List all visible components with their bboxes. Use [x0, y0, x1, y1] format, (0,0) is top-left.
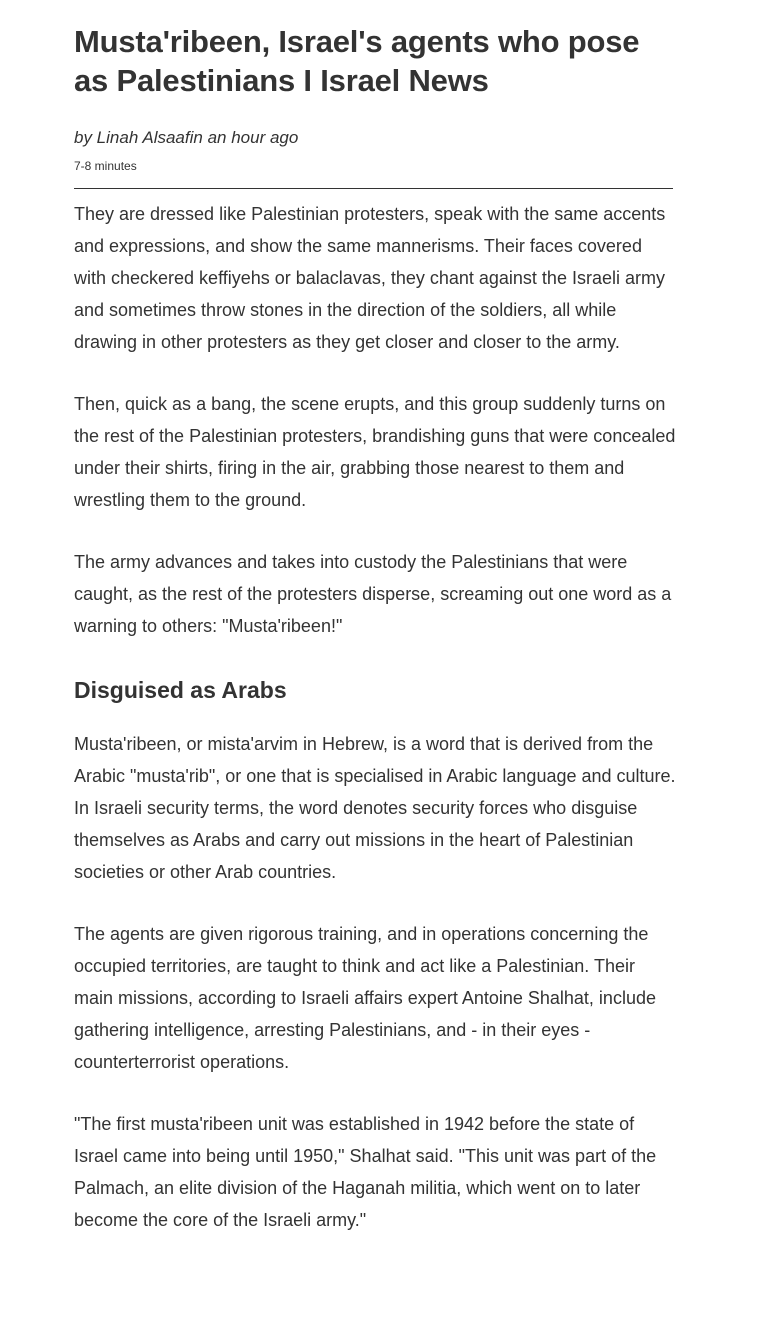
section-heading: Disguised as Arabs	[74, 677, 287, 703]
paragraph: The army advances and takes into custody the Palestinians that were caught, as the rest of the protesters disperse, screaming out one word as a warning to others: "Musta'ribeen!"	[74, 552, 672, 636]
paragraph: The agents are given rigorous training, and in operations concerning the occupied territories, are taught to think and act like a Palestinian. Their main missions, according to Israeli affairs expert Antoine Shalhat, include gathering intelligence, arresting Palestinians, and - in their eyes - counterterrorist operations.	[74, 924, 656, 1072]
read-time: 7-8 minutes	[74, 159, 137, 173]
byline: by Linah Alsaafin an hour ago	[74, 128, 299, 147]
paragraph: Then, quick as a bang, the scene erupts, and this group suddenly turns on the rest of the Palestinian protesters, brandishing guns that were concealed under their shirts, firing in the air, grabbing those nearest to them and wrestling them to the ground.	[74, 394, 676, 510]
article	[74, 0, 678, 1236]
paragraph: They are dressed like Palestinian protesters, speak with the same accents and expressions, and show the same mannerisms. Their faces covered with checkered keffiyehs or balaclavas, they chant against the Israeli army and sometimes throw stones in the direction of the soldiers, all while drawing in other protesters as they get closer and closer to the army.	[74, 204, 666, 352]
article-title: Musta'ribeen, Israel's agents who pose as Palestinians I Israel News	[74, 24, 640, 98]
paragraph: Musta'ribeen, or mista'arvim in Hebrew, is a word that is derived from the Arabic "musta'rib", or one that is specialised in Arabic language and culture. In Israeli security terms, the word denotes security forces who disguise themselves as Arabs and carry out missions in the heart of Palestinian societies or other Arab countries.	[74, 734, 676, 882]
paragraph: "The first musta'ribeen unit was established in 1942 before the state of Israel came into being until 1950," Shalhat said. "This unit was part of the Palmach, an elite division of the Haganah militia, which went on to later become the core of the Israeli army."	[74, 1114, 657, 1230]
divider	[74, 188, 673, 189]
